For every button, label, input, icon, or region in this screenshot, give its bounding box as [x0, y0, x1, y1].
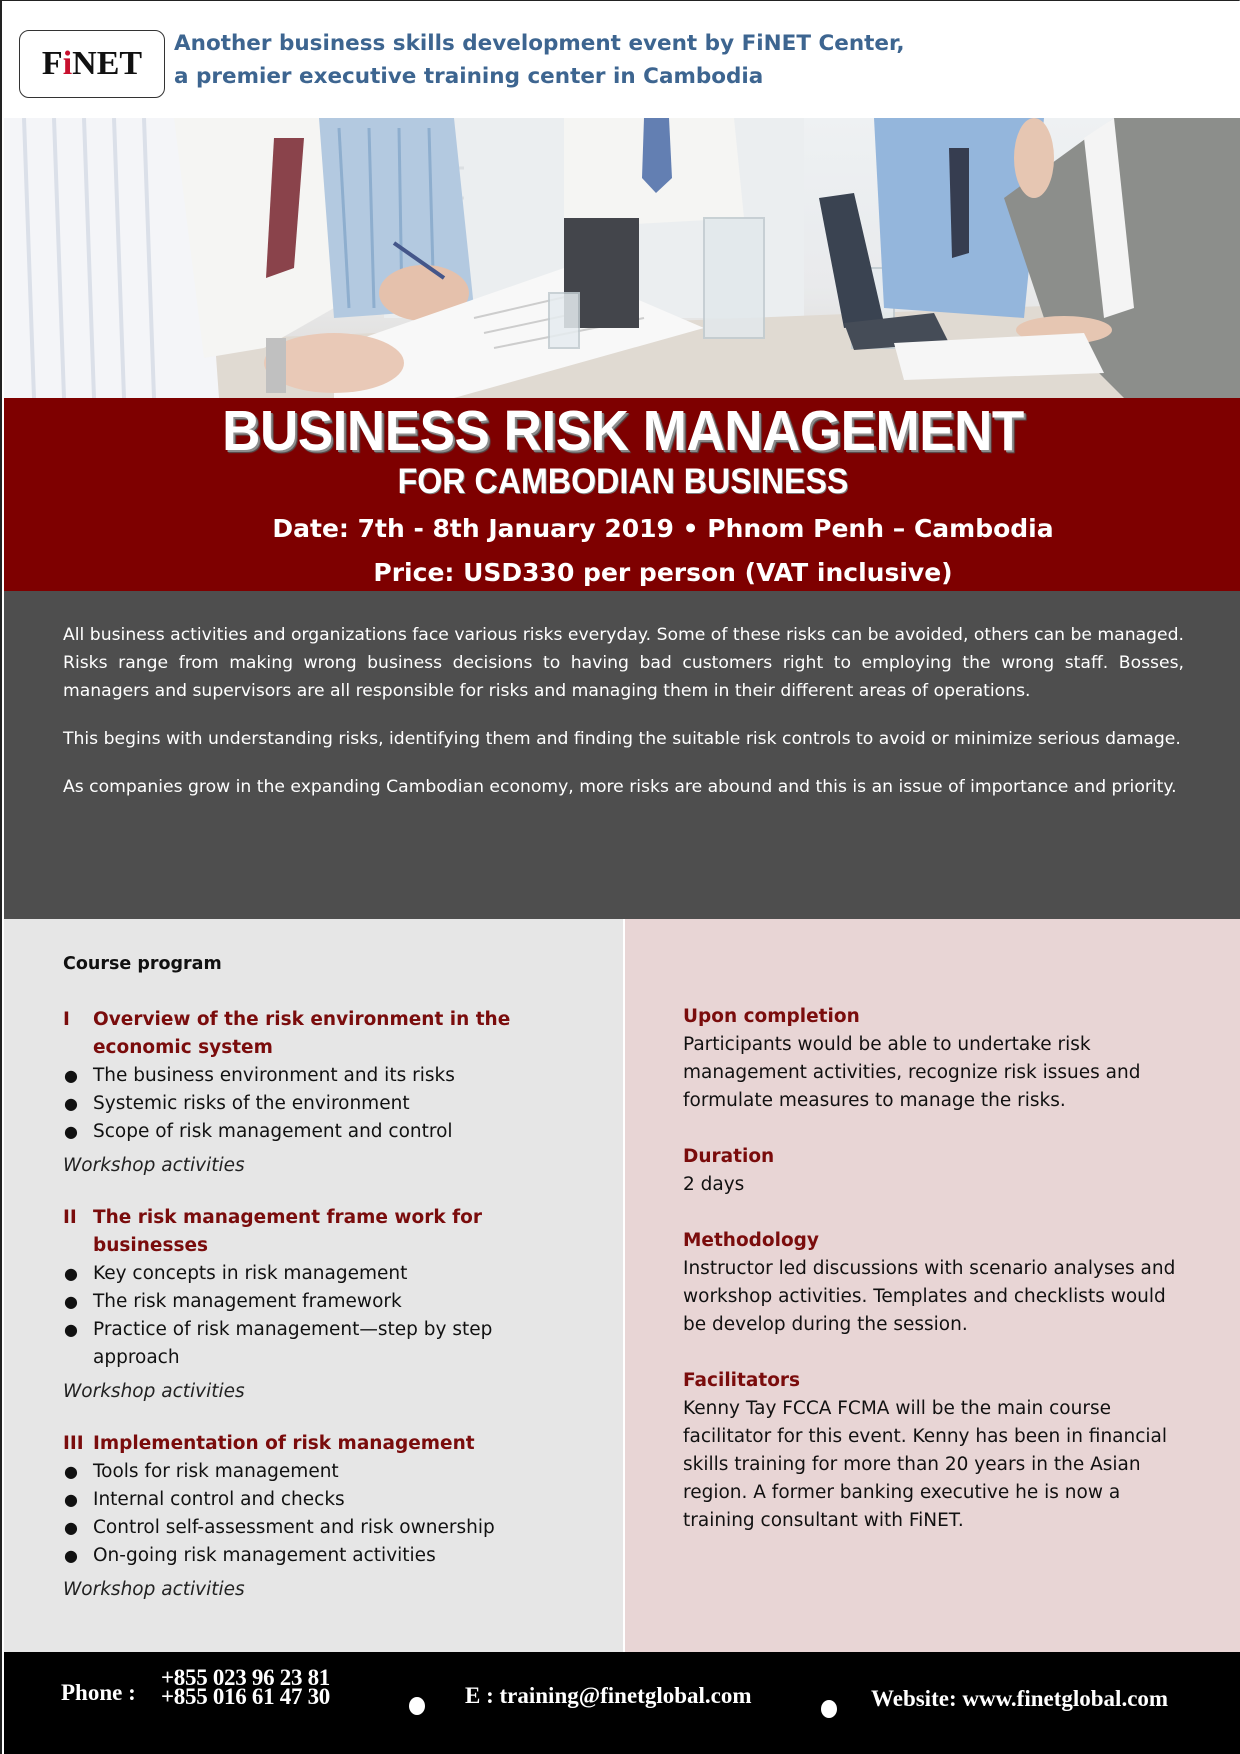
module-heading — [63, 1204, 623, 1260]
phone-numbers — [161, 1665, 331, 1709]
methodology-heading: Methodology — [683, 1230, 819, 1251]
hero-meeting-photo — [4, 118, 1240, 398]
separator-dot-icon — [821, 1700, 837, 1718]
module-title: The risk management frame work for businesses — [93, 1207, 482, 1256]
duration-block — [683, 1143, 1183, 1199]
module-number: I — [63, 1009, 70, 1030]
methodology-block — [683, 1227, 1183, 1339]
intro-paragraph-3: As companies grow in the expanding Cambodian economy, more risks are abound and this is an issue of importance and priority. — [63, 777, 1177, 797]
upon-completion-heading: Upon completion — [683, 1006, 860, 1027]
logo-wordmark: FiNET — [41, 45, 143, 82]
module-heading — [63, 1006, 623, 1062]
module-2 — [63, 1204, 623, 1406]
facilitators-text: Kenny Tay FCCA FCMA will be the main course facilitator for this event. Kenny has been in financial skills training for more than 20 years in the Asian region. A former banking executive he is now a training consultant with FiNET. — [683, 1398, 1168, 1531]
bullet-icon: ● — [64, 1264, 78, 1283]
methodology-text: Instructor led discussions with scenario analyses and workshop activities. Templates and checklists would be develop during the session. — [683, 1258, 1176, 1335]
workshop-note: Workshop activities — [63, 1381, 245, 1402]
course-program-column — [4, 919, 623, 1652]
list-item: ● Scope of risk management and control — [63, 1118, 623, 1146]
bullet-icon: ● — [64, 1094, 78, 1113]
module-title: Overview of the risk environment in the economic system — [93, 1009, 511, 1058]
module-topics — [63, 1062, 623, 1146]
list-item: ● Systemic risks of the environment — [63, 1090, 623, 1118]
list-item: ● On-going risk management activities — [63, 1542, 623, 1570]
list-item: ● The risk management framework — [63, 1288, 623, 1316]
finet-logo — [19, 30, 165, 98]
title-band — [4, 398, 1240, 591]
upon-completion-text: Participants would be able to undertake risk management activities, recognize risk issues and formulate measures to manage the risks. — [683, 1034, 1141, 1111]
list-item: ● Practice of risk management—step by step approach — [63, 1316, 623, 1372]
list-item: ● Control self-assessment and risk ownership — [63, 1514, 623, 1542]
bullet-icon: ● — [64, 1292, 78, 1311]
separator-dot-icon — [409, 1697, 425, 1715]
bullet-icon: ● — [64, 1462, 78, 1481]
bullet-icon: ● — [64, 1122, 78, 1141]
duration-text: 2 days — [683, 1174, 745, 1195]
tagline-line-1: Another business skills development event by FiNET Center, — [174, 31, 905, 56]
list-item: ● Tools for risk management — [63, 1458, 623, 1486]
phone-label: Phone : — [61, 1680, 136, 1705]
bullet-icon: ● — [64, 1546, 78, 1565]
header-tagline — [174, 27, 905, 93]
event-price: Price: USD330 per person (VAT inclusive) — [373, 558, 953, 587]
module-title: Implementation of risk management — [93, 1433, 475, 1454]
list-item: ● Key concepts in risk management — [63, 1260, 623, 1288]
course-program-title: Course program — [63, 954, 222, 974]
duration-heading: Duration — [683, 1146, 775, 1167]
workshop-note: Workshop activities — [63, 1579, 245, 1600]
module-number: II — [63, 1207, 77, 1228]
course-subtitle: FOR CAMBODIAN BUSINESS — [397, 462, 849, 501]
intro-paragraph-2: This begins with understanding risks, identifying them and finding the suitable risk controls to avoid or minimize serious damage. — [63, 729, 1181, 749]
email-link[interactable]: E : training@finetglobal.com — [465, 1683, 752, 1708]
bullet-icon: ● — [64, 1490, 78, 1509]
workshop-note: Workshop activities — [63, 1155, 245, 1176]
facilitators-block — [683, 1367, 1183, 1535]
module-3 — [63, 1430, 623, 1604]
header — [2, 1, 1240, 118]
list-item: ● The business environment and its risks — [63, 1062, 623, 1090]
website-link[interactable]: Website: www.finetglobal.com — [871, 1686, 1169, 1711]
intro-paragraph-1: All business activities and organizations face various risks everyday. Some of these risks can be avoided, others can be managed. Risks range from making wrong business decisions to having bad customers right to employing the wrong staff. Bosses, managers and supervisors are all responsible for risks and managing them in their different areas of operations. — [63, 625, 1184, 701]
bullet-icon: ● — [64, 1320, 78, 1339]
list-item: ● Internal control and checks — [63, 1486, 623, 1514]
tagline-line-2: a premier executive training center in Cambodia — [174, 64, 764, 89]
bullet-icon: ● — [64, 1066, 78, 1085]
module-topics — [63, 1260, 623, 1372]
module-number: III — [63, 1433, 84, 1454]
module-topics — [63, 1458, 623, 1570]
contact-footer — [4, 1652, 1240, 1754]
facilitators-heading: Facilitators — [683, 1370, 801, 1391]
logo-red-i: i — [62, 45, 73, 82]
phone-number-2[interactable]: +855 016 61 47 30 — [161, 1684, 331, 1709]
course-details-column — [625, 919, 1240, 1652]
intro-section — [4, 591, 1240, 919]
bullet-icon: ● — [64, 1518, 78, 1537]
module-heading — [63, 1430, 623, 1458]
module-1 — [63, 1006, 623, 1180]
meeting-illustration — [4, 118, 1240, 398]
upon-completion-block — [683, 1003, 1183, 1115]
event-date-location: Date: 7th - 8th January 2019 • Phnom Penh – Cambodia — [272, 514, 1054, 543]
phone-number-1[interactable]: +855 023 96 23 81 — [161, 1665, 331, 1690]
course-title: BUSINESS RISK MANAGEMENT — [222, 399, 1024, 463]
